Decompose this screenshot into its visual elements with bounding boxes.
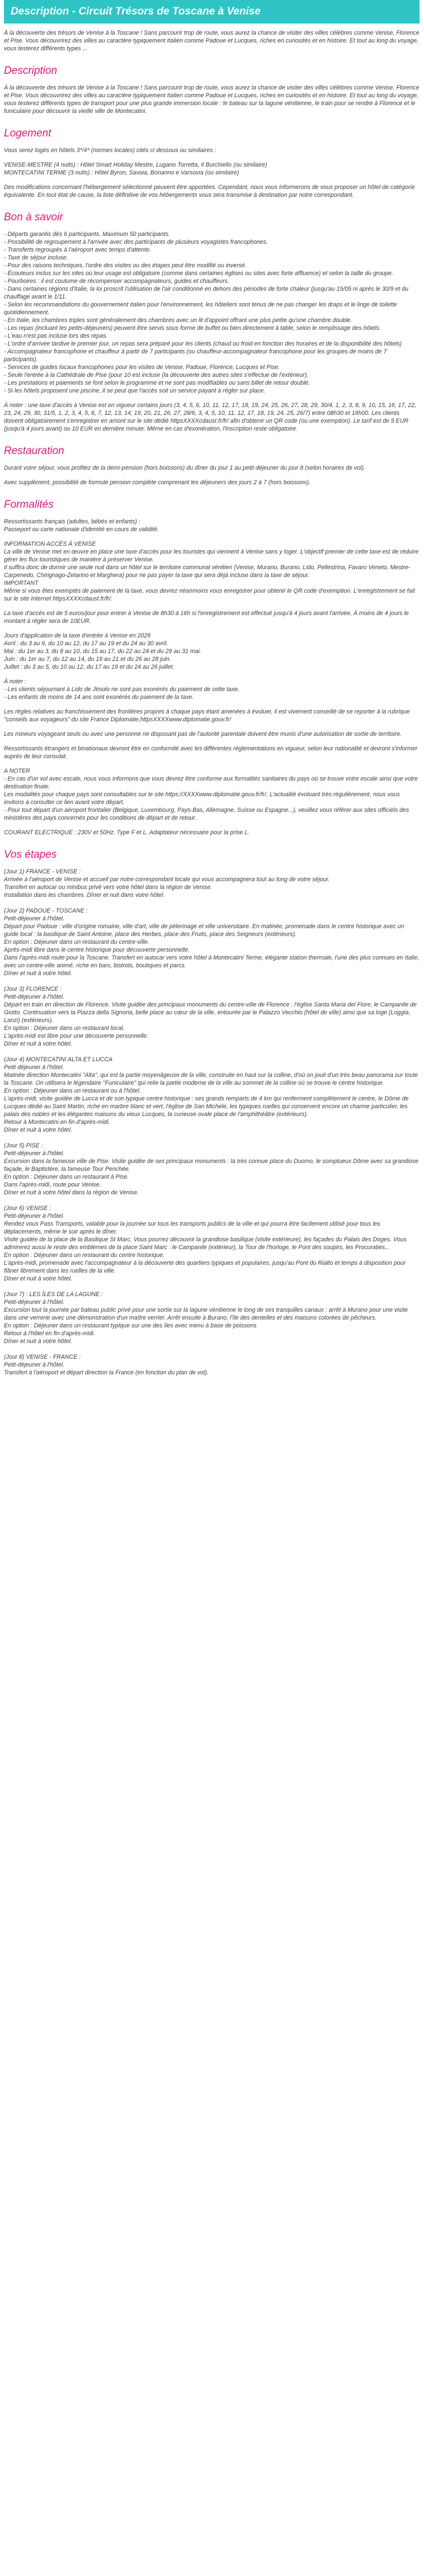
page-title-banner: Description - Circuit Trésors de Toscane à Venise bbox=[4, 0, 420, 23]
formalites-paragraph: A NOTER - En cas d'un vol avec escale, nous vous informons que vous devrez être conforme aux formalités sanitaires du pays où se trouve votre escale ainsi que votre destination finale. Les modalités pour chaque pays sont consultables sur le site https://XXXXwww.diplomatie.gouv.fr/fr/. L'actualité évoluant très régulièrement, nous vous invitons à consulter ce lien avant votre départ. - Pour tout départ d'un aéroport frontalier (Belgique, Luxembourg, Pays-Bas, Allemagne, Suisse ou Espagne...), veuillez vous référer aux sites officiels des ministères des pays concernés pour les conditions de départ et de retour. bbox=[4, 768, 418, 821]
logement-body bbox=[4, 146, 420, 199]
day-item: (Jour 4) MONTECATINI ALTA ET LUCCA Petit déjeuner à l'hôtel. Matinée direction Montecatini "Alta", qui est la partie moyenâgeuse de la ville, construite en haut sur la colline, d'où on jouit d'un très beau panorama sur toute la Toscane. On utilisera le légendaire "Funiculaire" qui relie la partie moderne de la ville au sommet de la colline où se trouve le centre historique. En option : Déjeuner dans un restaurant ou à l'hôtel. L'après-midi, visite guidée de Lucca et de son typique centre historique : ses grands remparts de 4 km qui renferment complètement le centre, le Dôme de Lucques dédié au Saint Martin, riche en marbre blanc et vert, l'église de San Michele, les typiques ruelles qui conservent encore un charme particulier, les palais des nobles et les élégantes maisons du vieux Lucques, la curieuse ovale place de l'amphithéâtre (extérieurs). Retour à Montecatini en fin d'après-midi. Dîner et nuit à votre hôtel. bbox=[4, 1056, 418, 1133]
restauration-paragraph: Avec supplément, possibilité de formule pension complète comprenant les déjeuners des jours 2 à 7 (hors boissons). bbox=[4, 479, 311, 486]
day-item: (Jour 2) PADOUE - TOSCANE : Petit-déjeuner à l'hôtel. Départ pour Padoue : ville d'origine romaine, ville d'art, ville de pèlerinage et ville universitaire. En matinée, promenade dans le centre historique avec un guide local : la basilique de Saint Antoine, place des Herbes, place des Fruits, place des Seigneurs (extérieurs). En option : Déjeuner dans un restaurant du centre-ville. Après-midi libre dans le centre historique pour découverte personnelle. Dans l'après-midi route pour la Toscane. Transfert en autocar vers votre hôtel à Montecatini Terme, élégante station thermale, l'une des plus connues en Italie, avec un centre-ville animé, riche en bars, bistrots, boutiques et parcs. Dîner et nuit à votre hôtel. bbox=[4, 907, 420, 977]
day-item: (Jour 3) FLORENCE : Petit-déjeuner à l'hôtel. Départ en train en direction de Florence. Visite guidée des principaux monuments du centre-ville de Florence : l'église Santa Maria del Fiore, le Campanile de Giotto. Continuation vers la Piazza della Signoria, belle place au cœur de la ville, entourée par le Palazzo Vecchio (hôtel de ville) ainsi que sa loge (Loggia, Lanzi) (extérieurs). En option : Déjeuner dans un restaurant local. L'après-midi est libre pour une découverte personnelle. Dîner et nuit à votre hôtel. bbox=[4, 986, 417, 1047]
formalites-paragraph: Ressortissants étrangers et binationaux devront être en conformité avec les différentes réglementations en vigueur, selon leur nationalité et devront s'informer auprès de leur consulat. bbox=[4, 745, 418, 760]
bon-a-savoir-item: - Si les hôtels proposent une piscine, il se peut que l'accès soit un service payant à régler sur place. bbox=[4, 387, 266, 394]
bon-a-savoir-item: - Taxe de séjour incluse. bbox=[4, 254, 68, 261]
restauration-body bbox=[4, 464, 420, 486]
restauration-paragraph: Durant votre séjour, vous profitez de la demi-pension (hors boissons) du dîner du jour 1 au petit déjeuner du jour 8 (selon horaires de vol). bbox=[4, 465, 365, 471]
bon-a-savoir-item: - Services de guides locaux francophones pour les visites de Venise, Padoue, Florence, Lucques et Pise. bbox=[4, 364, 280, 371]
bon-a-savoir-item: - Transferts regroupés à l'aéroport avec temps d'attente. bbox=[4, 247, 151, 253]
formalites-paragraph: INFORMATION ACCÈS À VENISE La ville de Venise met en œuvre en place une taxe d'accès pour les touristes qui viennent à Venise sans y loger. L'objectif premier de cette taxe est de réduire gérer les flux touristiques de manière à préserver Venise. Il suffira donc de dormir une seule nuit dans un hôtel sur le territoire communal vénitien (Venise, Murano, Burano, Lido, Pellestrina, Favaro Veneto, Mestre-Carpenedo, Chirignago-Zelarino et Marghera) pour ne pas payer la taxe qui sera déjà incluse dans la taxe de séjour. IMPORTANT Même si vous êtes exemptés de paiement de la taxe, vous devrez néanmoins vous enregistrer pour obtenir le QR code d'exemption. L'enregistrement se fait sur le site Internet httpsXXXXcdaust.fr/fr/. bbox=[4, 541, 419, 602]
bon-a-savoir-item: - Départs garantis dès 6 participants. Maximum 50 participants. bbox=[4, 231, 170, 238]
day-item: (Jour 7) : LES ÎLES DE LA LAGUNE : Petit-déjeuner à l'hôtel. Excursion tout la journée par bateau public privé pour une sortie sur la lagune vénitienne le long de ses tranquilles canaux : arrêt à Murano pour une visite dans une verrerie avec une démonstration d'un maître verrier. Arrêt ensuite à Burano, l'île des dentelles et des maisons colorées de pêcheurs. En option : Déjeuner dans un restaurant typique sur une des îles avec menu à base de poissons Retour à l'hôtel en fin d'après-midi. Dîner et nuit à votre hôtel. bbox=[4, 1291, 408, 1345]
bon-a-savoir-item: - Écouteurs inclus sur les sites où leur usage est obligatoire (comme dans certaines églises ou sites avec forte affluence) et selon la taille du groupe. bbox=[4, 270, 394, 277]
day-item: (Jour 1) FRANCE - VENISE : Arrivée à l'aéroport de Venise et accueil par notre correspondant locale qui vous accompagnera tout au long de votre séjour. Transfert en autocar ou minibus privé vers votre hôtel dans la région de Venise. Installation dans les chambres. Dîner et nuit dans votre hôtel. bbox=[4, 868, 330, 899]
section-title-description: Description bbox=[4, 65, 58, 77]
etapes-list bbox=[4, 868, 420, 1377]
formalites-paragraph: Ressortissants français (adultes, bébés et enfants) : Passeport ou carte nationale d'identité en cours de validité. bbox=[4, 518, 159, 533]
bon-a-savoir-item: - Accompagnateur francophone et chauffeur à partir de 7 participants (ou chauffeur-accompagnateur francophone pour les groupes de moins de 7 participants). bbox=[4, 348, 387, 363]
bon-a-savoir-item: - L'ordre d'arrivée tardive le premier jour, un repas sera préparé pour les clients (chaud ou froid en fonction des horaires et de la disponibilité des hôtels) bbox=[4, 341, 402, 347]
bon-a-savoir-item: - Dans certaines régions d'Italie, la loi proscrit l'utilisation de l'air conditionné en dehors des périodes de forte chaleur (jusqu'au 15/05 ni après le 30/9 et du chauffage avant le 1/11. bbox=[4, 286, 409, 300]
logement-paragraph: Des modifications concernant l'hébergement sélectionné peuvent être apportées. Cependant, nous vous informerons de vous proposer un hôtel de catégorie équivalente. En tout état de cause, la liste définitive de vos hébergements vous sera transmise à destination par notre correspondant. bbox=[4, 184, 415, 198]
logement-paragraph: VENISE-MESTRE (4 nuits) : Hôtel Smart Holiday Mestre, Lugano Torretta, Il Burchiello (ou similaire) MONTECATINI TERME (3 nuits) : Hôtel Byron, Savoia, Bonanno e Varsovia (ou similaire) bbox=[4, 162, 267, 176]
bon-a-savoir-item: - Seule l'entrée à la Cathédrale de Pise (pour 10 est incluse (la découverte des autres sites s'effectue de l'extérieur). bbox=[4, 372, 309, 379]
bon-a-savoir-item: - En Italie, les chambres triples sont généralement des chambres avec un lit d'appoint offrant une plus petite qu'une chambre double. bbox=[4, 317, 352, 324]
day-item: (Jour 6) VENISE : Petit-déjeuner à l'hôtel. Rendez vous Pass Transports, valable pour la journée sur tous les transports publics de la ville et qui pourra être facilement utilisé pour tous les déplacements, même le soir après le dîner. Visite guidée de la place de la Basilique St Marc. Vous pourrez découvrir la grandiose basilique (visite extérieure), les façades du Palais des Doges. Vous admirerez aussi le reste des emblèmes de la place Saint Marc : le Campanile (extérieur), la Tour de l'horloge, le Pont des soupirs, les Procuraties... En option : Déjeuner dans un restaurant du centre historique. L'après-midi, promenade avec l'accompagnateur à la découverte des quartiers typiques et populaires, jusqu'au Pont du Rialto et temps à disposition pour flâner librement dans les ruelles de la ville. Dîner et nuit à votre hôtel. bbox=[4, 1205, 407, 1282]
formalites-paragraph: À noter : - Les clients séjournant à Lido de Jésolo ne sont pas exonérés du paiement de cette taxe. - Les enfants de moins de 14 ans sont exonérés du paiement de la taxe. bbox=[4, 678, 240, 701]
bon-a-savoir-item: - L'eau n'est pas incluse lors des repas. bbox=[4, 333, 108, 339]
bon-a-savoir-item: - Les prestations et paiements se font selon le programme et ne sont pas modifiables ou sans billet de retour doublé. bbox=[4, 380, 310, 386]
bon-a-savoir-item: - Selon les recommandations du gouvernement italien pour l'environnement, les hôteliers sont tenus de ne pas changer les draps et le linge de toilette quotidiennement. bbox=[4, 301, 397, 316]
bon-a-savoir-item: - Les repas (incluant les petits-déjeuners) peuvent être servis sous forme de buffet ou bien directement à table, selon le remplissage des hôtels. bbox=[4, 325, 381, 332]
bon-a-savoir-item: - Possibilité de regroupement à l'arrivée avec des participants de plusieurs voyagistes francophones. bbox=[4, 239, 268, 245]
formalites-paragraph: La taxe d'accès est de 5 euros/jour pour entrer à Venise de 8h30 à 16h si l'enregistrement est effectué jusqu'à 4 jours avant l'arrivée, À moins de 4 jours le montant à régler sera de 10EUR. bbox=[4, 610, 409, 625]
section-title-formalites: Formalités bbox=[4, 499, 54, 511]
description-paragraph: À la découverte des trésors de Venise à la Toscane ! Sans parcourir trop de route, vous aurez la chance de visiter des villes célèbres comme Venise, Florence et Pise. Vous découvrirez des villes au caractère typiquement Italien comme Padoue et Lucques, riches en curiosités et en histoire. Et tout au long du voyage, vous testerez différents types de transport pour une plus grande immersion locale : le bateau sur la lagune vénitienne, le train pour se rendre à Florence et le funiculaire pour découvrir la vieille ville de Montecatini. bbox=[4, 84, 420, 115]
formalites-paragraph: Les règles relatives au franchissement des frontières propres à chaque pays étant amenées à évoluer, il est vivement conseillé de se reporter à la rubrique "conseils aux voyageurs" du site France Diplomatie,httpsXXXXwww.diplomatie.gouv.fr/ bbox=[4, 708, 410, 723]
day-item: (Jour 8) VENISE - FRANCE : Petit-déjeuner à l'hôtel. Transfert à l'aéroport et départ direction la France (en fonction du plan de vol). bbox=[4, 1354, 209, 1376]
bon-a-savoir-item: - Pour des raisons techniques, l'ordre des visites ou des étapes peut être modifié ou inversé. bbox=[4, 262, 247, 269]
logement-paragraph: Vous serez logés en hôtels 3*/4* (normes locales) cités ci dessous ou similaires : bbox=[4, 147, 216, 154]
formalites-paragraph: Les mineurs voyageant seuls ou avec une personne ne disposant pas de l'autorité parentale doivent être munis d'une autorisation de sortie de territoire. bbox=[4, 731, 402, 738]
section-title-bon-a-savoir: Bon à savoir bbox=[4, 211, 63, 223]
formalites-paragraph: COURANT ELECTRIQUE : 230V et 50Hz. Type F et L. Adaptateur nécessaire pour la prise L. bbox=[4, 829, 250, 836]
formalites-body bbox=[4, 518, 420, 836]
description-body bbox=[4, 84, 420, 115]
intro-text: À la découverte des trésors de Venise à la Toscane ! Sans parcourir trop de route, vous aurez la chance de visiter des villes célèbres comme Venise, Florence et Pise. Vous découvrirez des villes au caractère typiquement Italien comme Padoue et Lucques, riches en curiosités et en histoire. Et tout au long du voyage, vous testerez différents types ... bbox=[4, 30, 420, 52]
section-title-etapes: Vos étapes bbox=[4, 849, 57, 861]
formalites-paragraph: Jours d'application de la taxe d'entrée à Venise en 2026 Avril : du 3 au 6, du 10 au 12, du 17 au 19 et du 24 au 30 avril. Mai : du 1er au 3, du 8 au 10, du 15 au 17, du 22 au 24 et du 29 au 31 mai. Juin : du 1er au 7, du 12 au 14, du 19 au 21 et du 26 au 28 juin. Juillet : du 3 au 5, du 10 au 12, du 17 au 19 et du 24 au 26 juillet. bbox=[4, 632, 201, 670]
day-item: (Jour 5) PISE : Petit-déjeuner à l'hôtel. Excursion dans la fameuse ville de Pise. Visite guidée de ses principaux monuments : la très connue place du Duomo, le somptueux Dôme avec sa grandiose façade, le Baptistère, la fameuse Tour Penchée. En option : Déjeuner dans un restaurant à Pise. Dans l'après-midi, route pour Venise. Dîner et nuit à votre hôtel dans la région de Venise. bbox=[4, 1142, 419, 1196]
bon-a-savoir-item: - Pourboires : il est coutume de récompenser accompagnateurs, guides et chauffeurs. bbox=[4, 278, 229, 285]
bon-a-savoir-list bbox=[4, 230, 420, 433]
section-title-logement: Logement bbox=[4, 127, 51, 139]
section-title-restauration: Restauration bbox=[4, 445, 64, 457]
bon-a-savoir-item: À noter : une taxe d'accès à Venise est en vigueur certains jours (3, 4, 5, 6, 10, 11, 12, 17, 18, 19, 24, 25, 26, 27, 28, 29, 30/4, 1, 2, 3, 8, 9, 10, 15, 16, 17, 22, 23, 24, 29, 30, 31/5, 1, 2, 3, 4, 5, 6, 7, 12, 13, 14, 19, 20, 21, 26, 27, 28/6, 3, 4, 5, 10, 11, 12, 17, 18, 19, 24, 25, 26/7) entre 08h30 et 16h00. Les clients doivent obligatoirement s'enregistrer en amont sur le site dédié httpsXXXXcdaust.fr/fr/ afin d'obtenir un QR code (ou une exemption). Le tarif est de 5 EUR (jusqu'à 4 jours avant) ou 10 EUR en dernière minute. Même en cas d'exonération, l'inscription reste obligatoire. bbox=[4, 402, 417, 432]
spacer bbox=[4, 395, 420, 401]
